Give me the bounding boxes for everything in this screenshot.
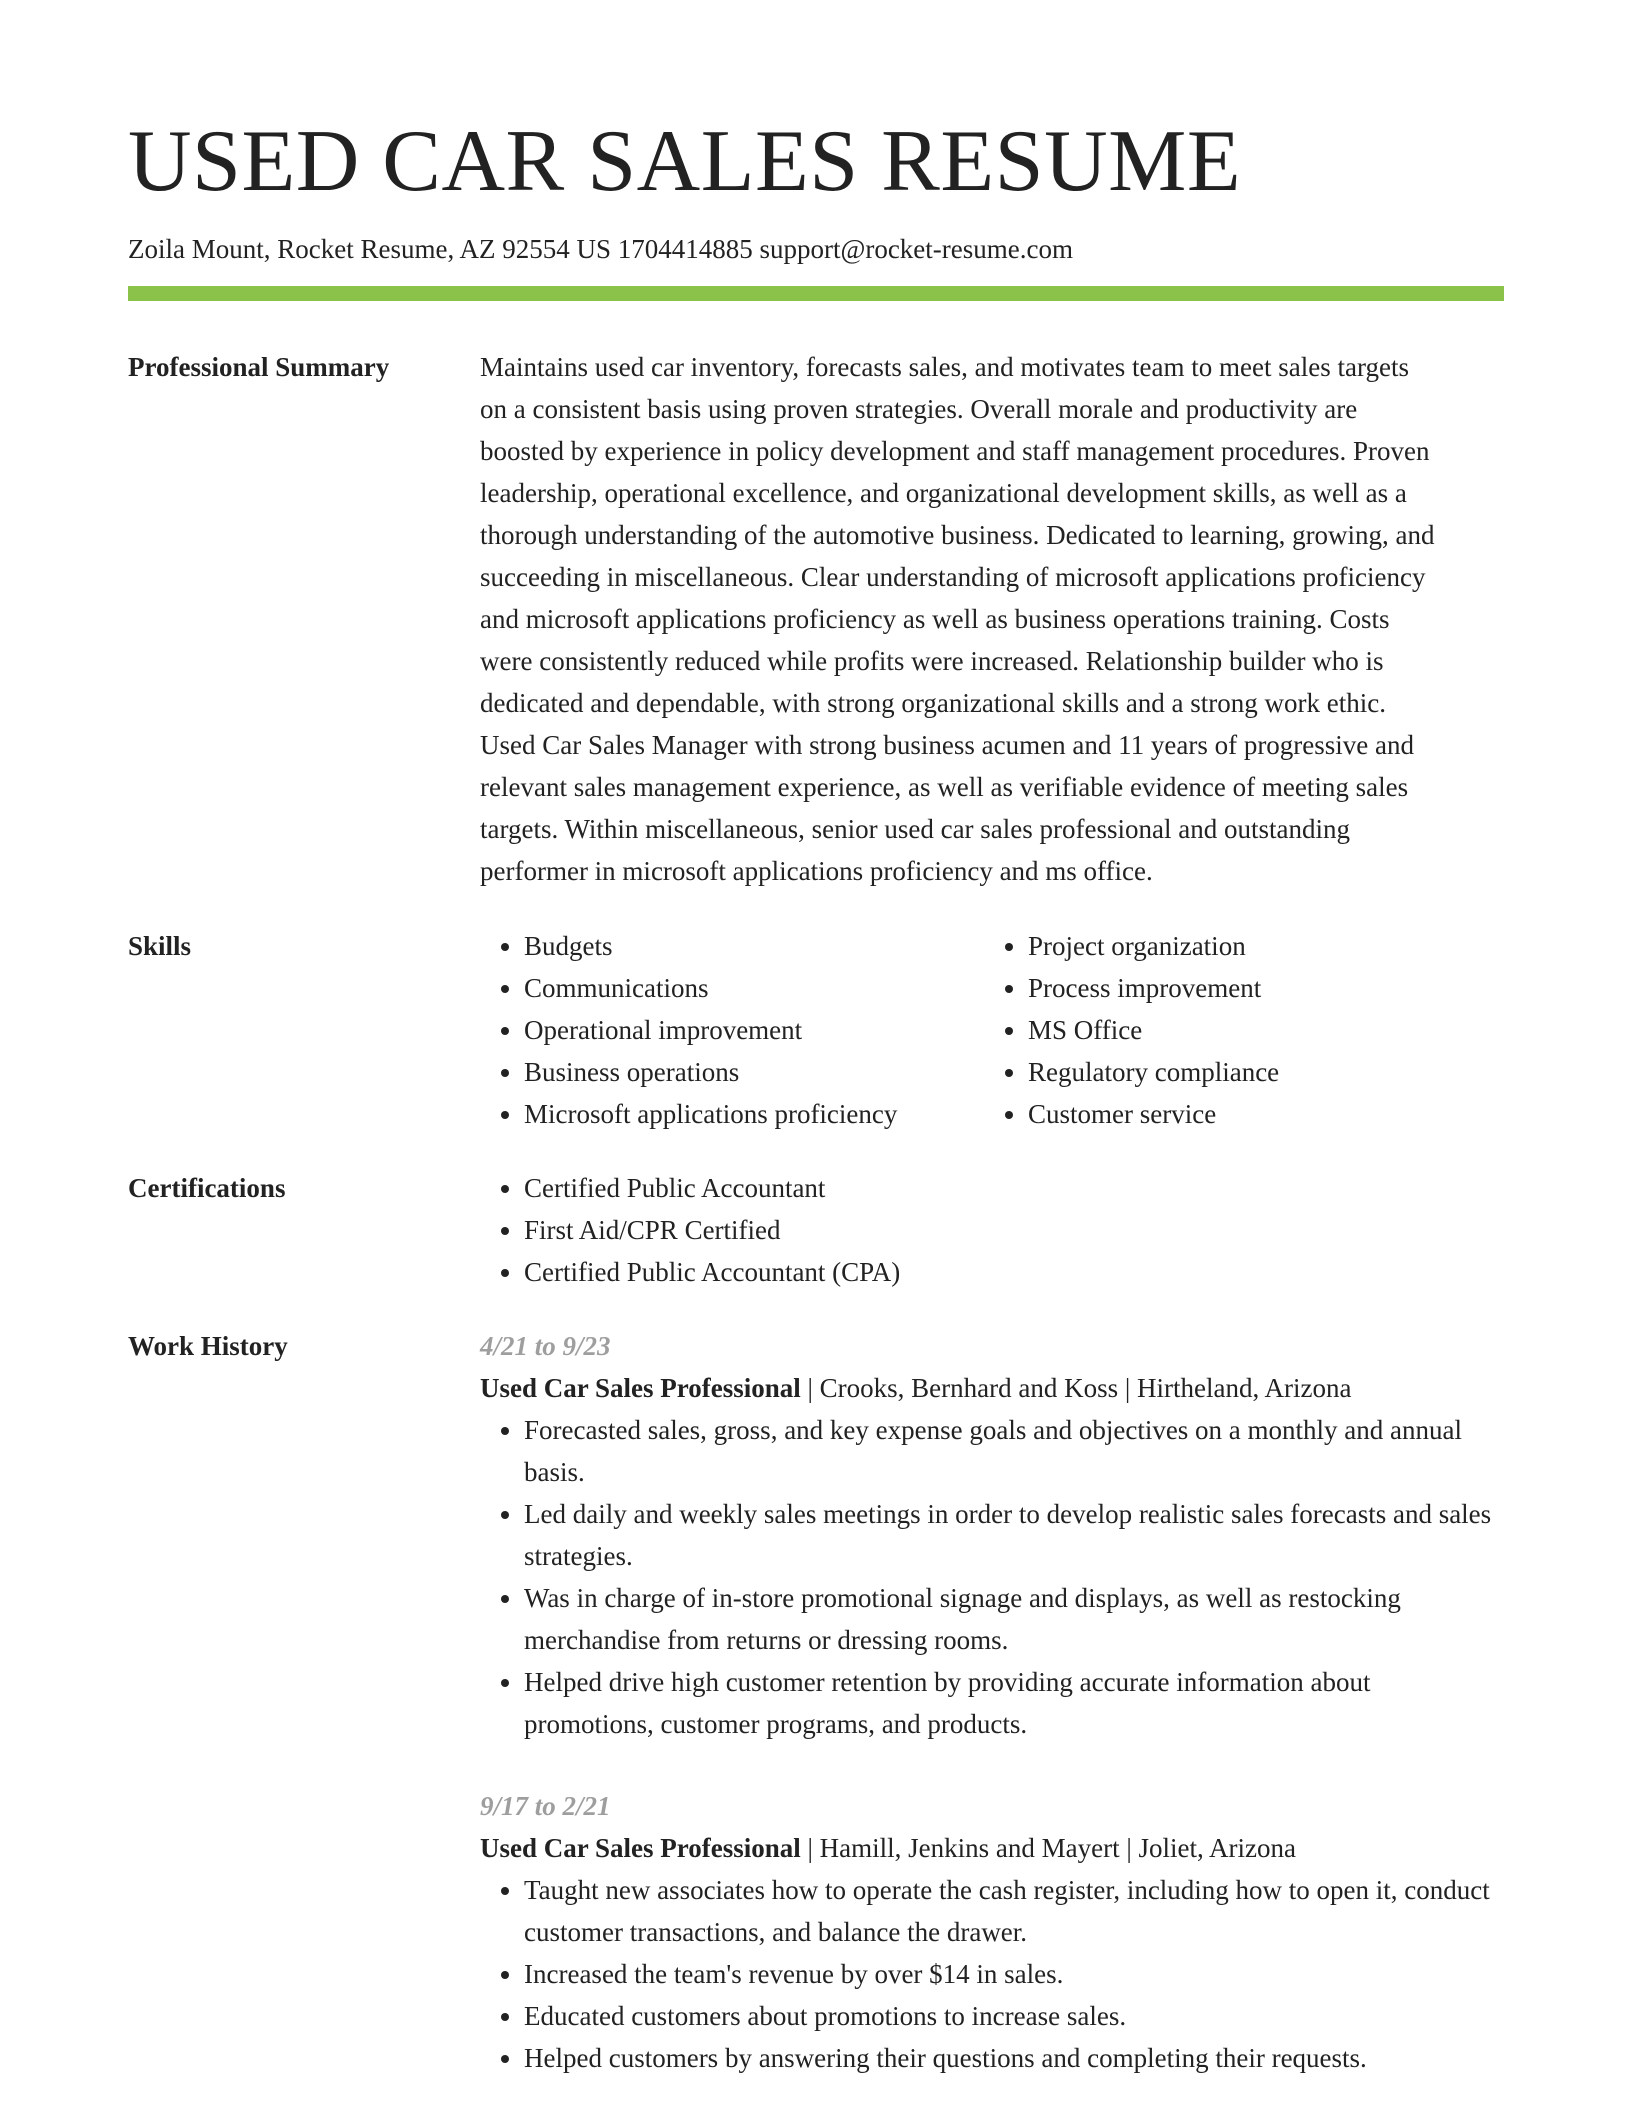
- certifications-label: Certifications: [128, 1173, 286, 1203]
- job-bullet: • Was in charge of in-store promotional signage and displays, as well as restocking merchandise from returns or dressing rooms.: [524, 1577, 1504, 1661]
- summary-label: Professional Summary: [128, 352, 390, 382]
- job-heading: [480, 1827, 1504, 1869]
- job-entry: [480, 1785, 1504, 2079]
- skill-item: • MS Office: [1028, 1009, 1488, 1051]
- summary-line: dedicated and dependable, with strong organizational skills and a strong work ethic.: [480, 688, 1387, 718]
- work-history-label: Work History: [128, 1331, 288, 1361]
- certifications-body: [480, 1167, 1504, 1293]
- header-divider: [128, 286, 1504, 301]
- skill-item: • Customer service: [1028, 1093, 1488, 1135]
- summary-line: on a consistent basis using proven strategies. Overall morale and productivity are: [480, 394, 1358, 424]
- summary-line: and microsoft applications proficiency as well as business operations training. Costs: [480, 604, 1390, 634]
- job-title: Used Car Sales Professional: [480, 1373, 801, 1403]
- summary-body: [480, 346, 1504, 892]
- summary-line: boosted by experience in policy development and staff management procedures. Proven: [480, 436, 1430, 466]
- certification-item: • Certified Public Accountant (CPA): [524, 1251, 1504, 1293]
- job-bullet: • Increased the team's revenue by over $14 in sales.: [524, 1953, 1504, 1995]
- job-details: | Crooks, Bernhard and Koss | Hirtheland, Arizona: [800, 1373, 1352, 1403]
- skill-item: • Operational improvement: [524, 1009, 984, 1051]
- skills-body: [480, 925, 1504, 1135]
- summary-line: relevant sales management experience, as well as verifiable evidence of meeting sales: [480, 772, 1409, 802]
- certification-item: • First Aid/CPR Certified: [524, 1209, 1504, 1251]
- summary-line: targets. Within miscellaneous, senior used car sales professional and outstanding: [480, 814, 1350, 844]
- skills-column-2: [984, 925, 1488, 1135]
- job-bullets: [480, 1409, 1504, 1745]
- summary-line: Maintains used car inventory, forecasts sales, and motivates team to meet sales targets: [480, 352, 1409, 382]
- job-bullets: [480, 1869, 1504, 2079]
- job-dates: 9/17 to 2/21: [480, 1791, 611, 1821]
- summary-line: leadership, operational excellence, and organizational development skills, as well as a: [480, 478, 1407, 508]
- skills-list: [480, 925, 984, 1135]
- job-bullet: • Helped drive high customer retention by providing accurate information about promotions, customer programs, and products.: [524, 1661, 1504, 1745]
- page-title: USED CAR SALES RESUME: [128, 113, 1242, 210]
- job-bullet: • Forecasted sales, gross, and key expense goals and objectives on a monthly and annual basis.: [524, 1409, 1504, 1493]
- job-title: Used Car Sales Professional: [480, 1833, 801, 1863]
- summary-line: performer in microsoft applications proficiency and ms office.: [480, 856, 1153, 886]
- summary-line: succeeding in miscellaneous. Clear understanding of microsoft applications proficiency: [480, 562, 1426, 592]
- skills-column-1: [480, 925, 984, 1135]
- job-heading: [480, 1367, 1504, 1409]
- summary-line: were consistently reduced while profits were increased. Relationship builder who is: [480, 646, 1384, 676]
- skills-list: [984, 925, 1488, 1135]
- job-dates: 4/21 to 9/23: [480, 1331, 611, 1361]
- certifications-list: [480, 1167, 1504, 1293]
- skill-item: • Project organization: [1028, 925, 1488, 967]
- summary-line: thorough understanding of the automotive business. Dedicated to learning, growing, and: [480, 520, 1435, 550]
- contact-info: Zoila Mount, Rocket Resume, AZ 92554 US 1704414885 support@rocket-resume.com: [128, 234, 1073, 264]
- job-entry: [480, 1325, 1504, 1745]
- skill-item: • Communications: [524, 967, 984, 1009]
- job-details: | Hamill, Jenkins and Mayert | Joliet, Arizona: [800, 1833, 1296, 1863]
- skills-label: Skills: [128, 931, 192, 961]
- skill-item: • Business operations: [524, 1051, 984, 1093]
- summary-line: Used Car Sales Manager with strong business acumen and 11 years of progressive and: [480, 730, 1415, 760]
- job-bullet: • Taught new associates how to operate the cash register, including how to open it, conduct customer transactions, and balance the drawer.: [524, 1869, 1504, 1953]
- certification-item: • Certified Public Accountant: [524, 1167, 1504, 1209]
- job-bullet: • Helped customers by answering their questions and completing their requests.: [524, 2037, 1504, 2079]
- job-bullet: • Educated customers about promotions to increase sales.: [524, 1995, 1504, 2037]
- skill-item: • Regulatory compliance: [1028, 1051, 1488, 1093]
- skill-item: • Process improvement: [1028, 967, 1488, 1009]
- work-history-body: [480, 1325, 1504, 2079]
- skill-item: • Microsoft applications proficiency: [524, 1093, 984, 1135]
- job-bullet: • Led daily and weekly sales meetings in order to develop realistic sales forecasts and sales strategies.: [524, 1493, 1504, 1577]
- skill-item: • Budgets: [524, 925, 984, 967]
